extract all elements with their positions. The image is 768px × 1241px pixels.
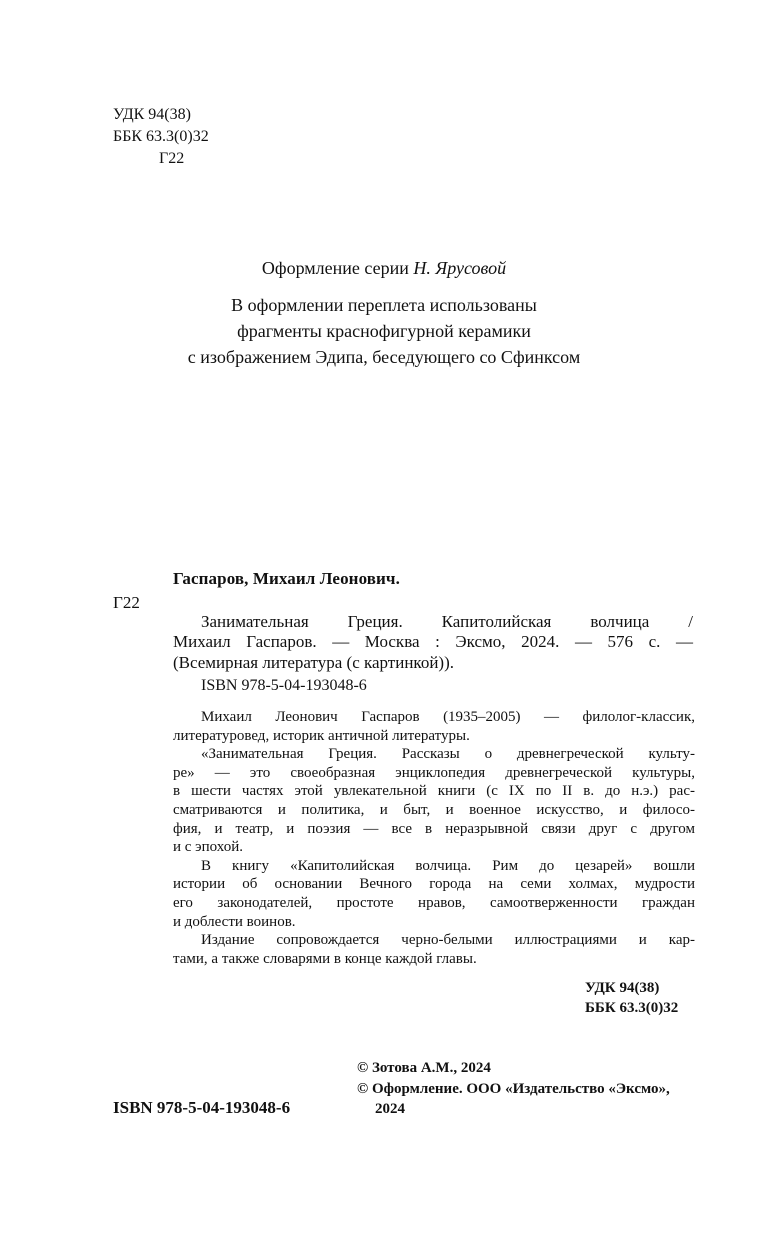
annotation-line: «Занимательная Греция. Рассказы о древнегреческой культу- <box>201 746 695 763</box>
record-line: Михаил Гаспаров. — Москва : Эксмо, 2024. — 576 с. — <box>173 632 693 651</box>
record-line: (Всемирная литература (с картинкой)). <box>173 652 454 672</box>
annotation <box>173 708 695 968</box>
series-design-credit <box>0 257 768 279</box>
bbk-code: ББК 63.3(0)32 <box>113 128 209 145</box>
annotation-line: В книгу «Капитолийская волчица. Рим до цезарей» вошли <box>201 857 695 874</box>
classification-top <box>113 104 209 170</box>
annotation-line: истории об основании Вечного города на семи холмах, мудрости <box>173 876 695 893</box>
isbn-bottom: ISBN 978-5-04-193048-6 <box>113 1098 291 1117</box>
author-heading: Гаспаров, Михаил Леонович. <box>173 569 400 588</box>
udk-code: УДК 94(38) <box>113 106 191 123</box>
cover-note-line: с изображением Эдипа, беседующего со Сфинксом <box>187 347 581 367</box>
annotation-line: тами, а также словарями в конце каждой главы. <box>173 950 477 967</box>
bibliographic-record <box>173 591 693 673</box>
annotation-line: ре» — это своеобразная энциклопедия древнегреческой культуры, <box>173 764 695 781</box>
copyright-block <box>357 1058 670 1120</box>
copyright-design: © Оформление. ООО «Издательство «Эксмо», <box>357 1080 670 1097</box>
record-author-mark: Г22 <box>113 593 140 612</box>
annotation-line: его законодателей, простоте нравов, самоотверженности граждан <box>173 894 695 911</box>
annotation-line: и доблести воинов. <box>173 913 296 930</box>
annotation-line: фия, и театр, и поэзия — все в неразрывной связи друг с другом <box>173 820 695 837</box>
cover-note <box>0 292 768 370</box>
annotation-line: Михаил Леонович Гаспаров (1935–2005) — филолог-классик, <box>201 709 695 725</box>
copyright-design-year: 2024 <box>375 1101 405 1117</box>
udk-code-bottom: УДК 94(38) <box>585 980 660 996</box>
copyright-author: © Зотова А.М., 2024 <box>357 1060 491 1076</box>
annotation-line: и с эпохой. <box>173 839 243 856</box>
record-line: Занимательная Греция. Капитолийская волчица / <box>201 611 693 631</box>
annotation-line: сматриваются и политика, и быт, и военное искусство, и филосо- <box>173 801 695 818</box>
series-design-prefix: Оформление серии <box>261 258 409 278</box>
bbk-code-bottom: ББК 63.3(0)32 <box>585 1000 679 1016</box>
cover-note-line: фрагменты краснофигурной керамики <box>237 321 531 341</box>
annotation-line: литературовед, историк античной литературы. <box>173 727 470 744</box>
classification-bottom <box>585 978 678 1018</box>
record-isbn: ISBN 978-5-04-193048-6 <box>201 677 367 694</box>
annotation-line: в шести частях этой увлекательной книги (с IX по II в. до н.э.) рас- <box>173 783 695 800</box>
annotation-line: Издание сопровождается черно-белыми иллюстрациями и кар- <box>201 932 695 949</box>
author-mark: Г22 <box>159 150 185 167</box>
series-designer-name: Н. Ярусовой <box>413 258 507 278</box>
cover-note-line: В оформлении переплета использованы <box>231 295 537 315</box>
